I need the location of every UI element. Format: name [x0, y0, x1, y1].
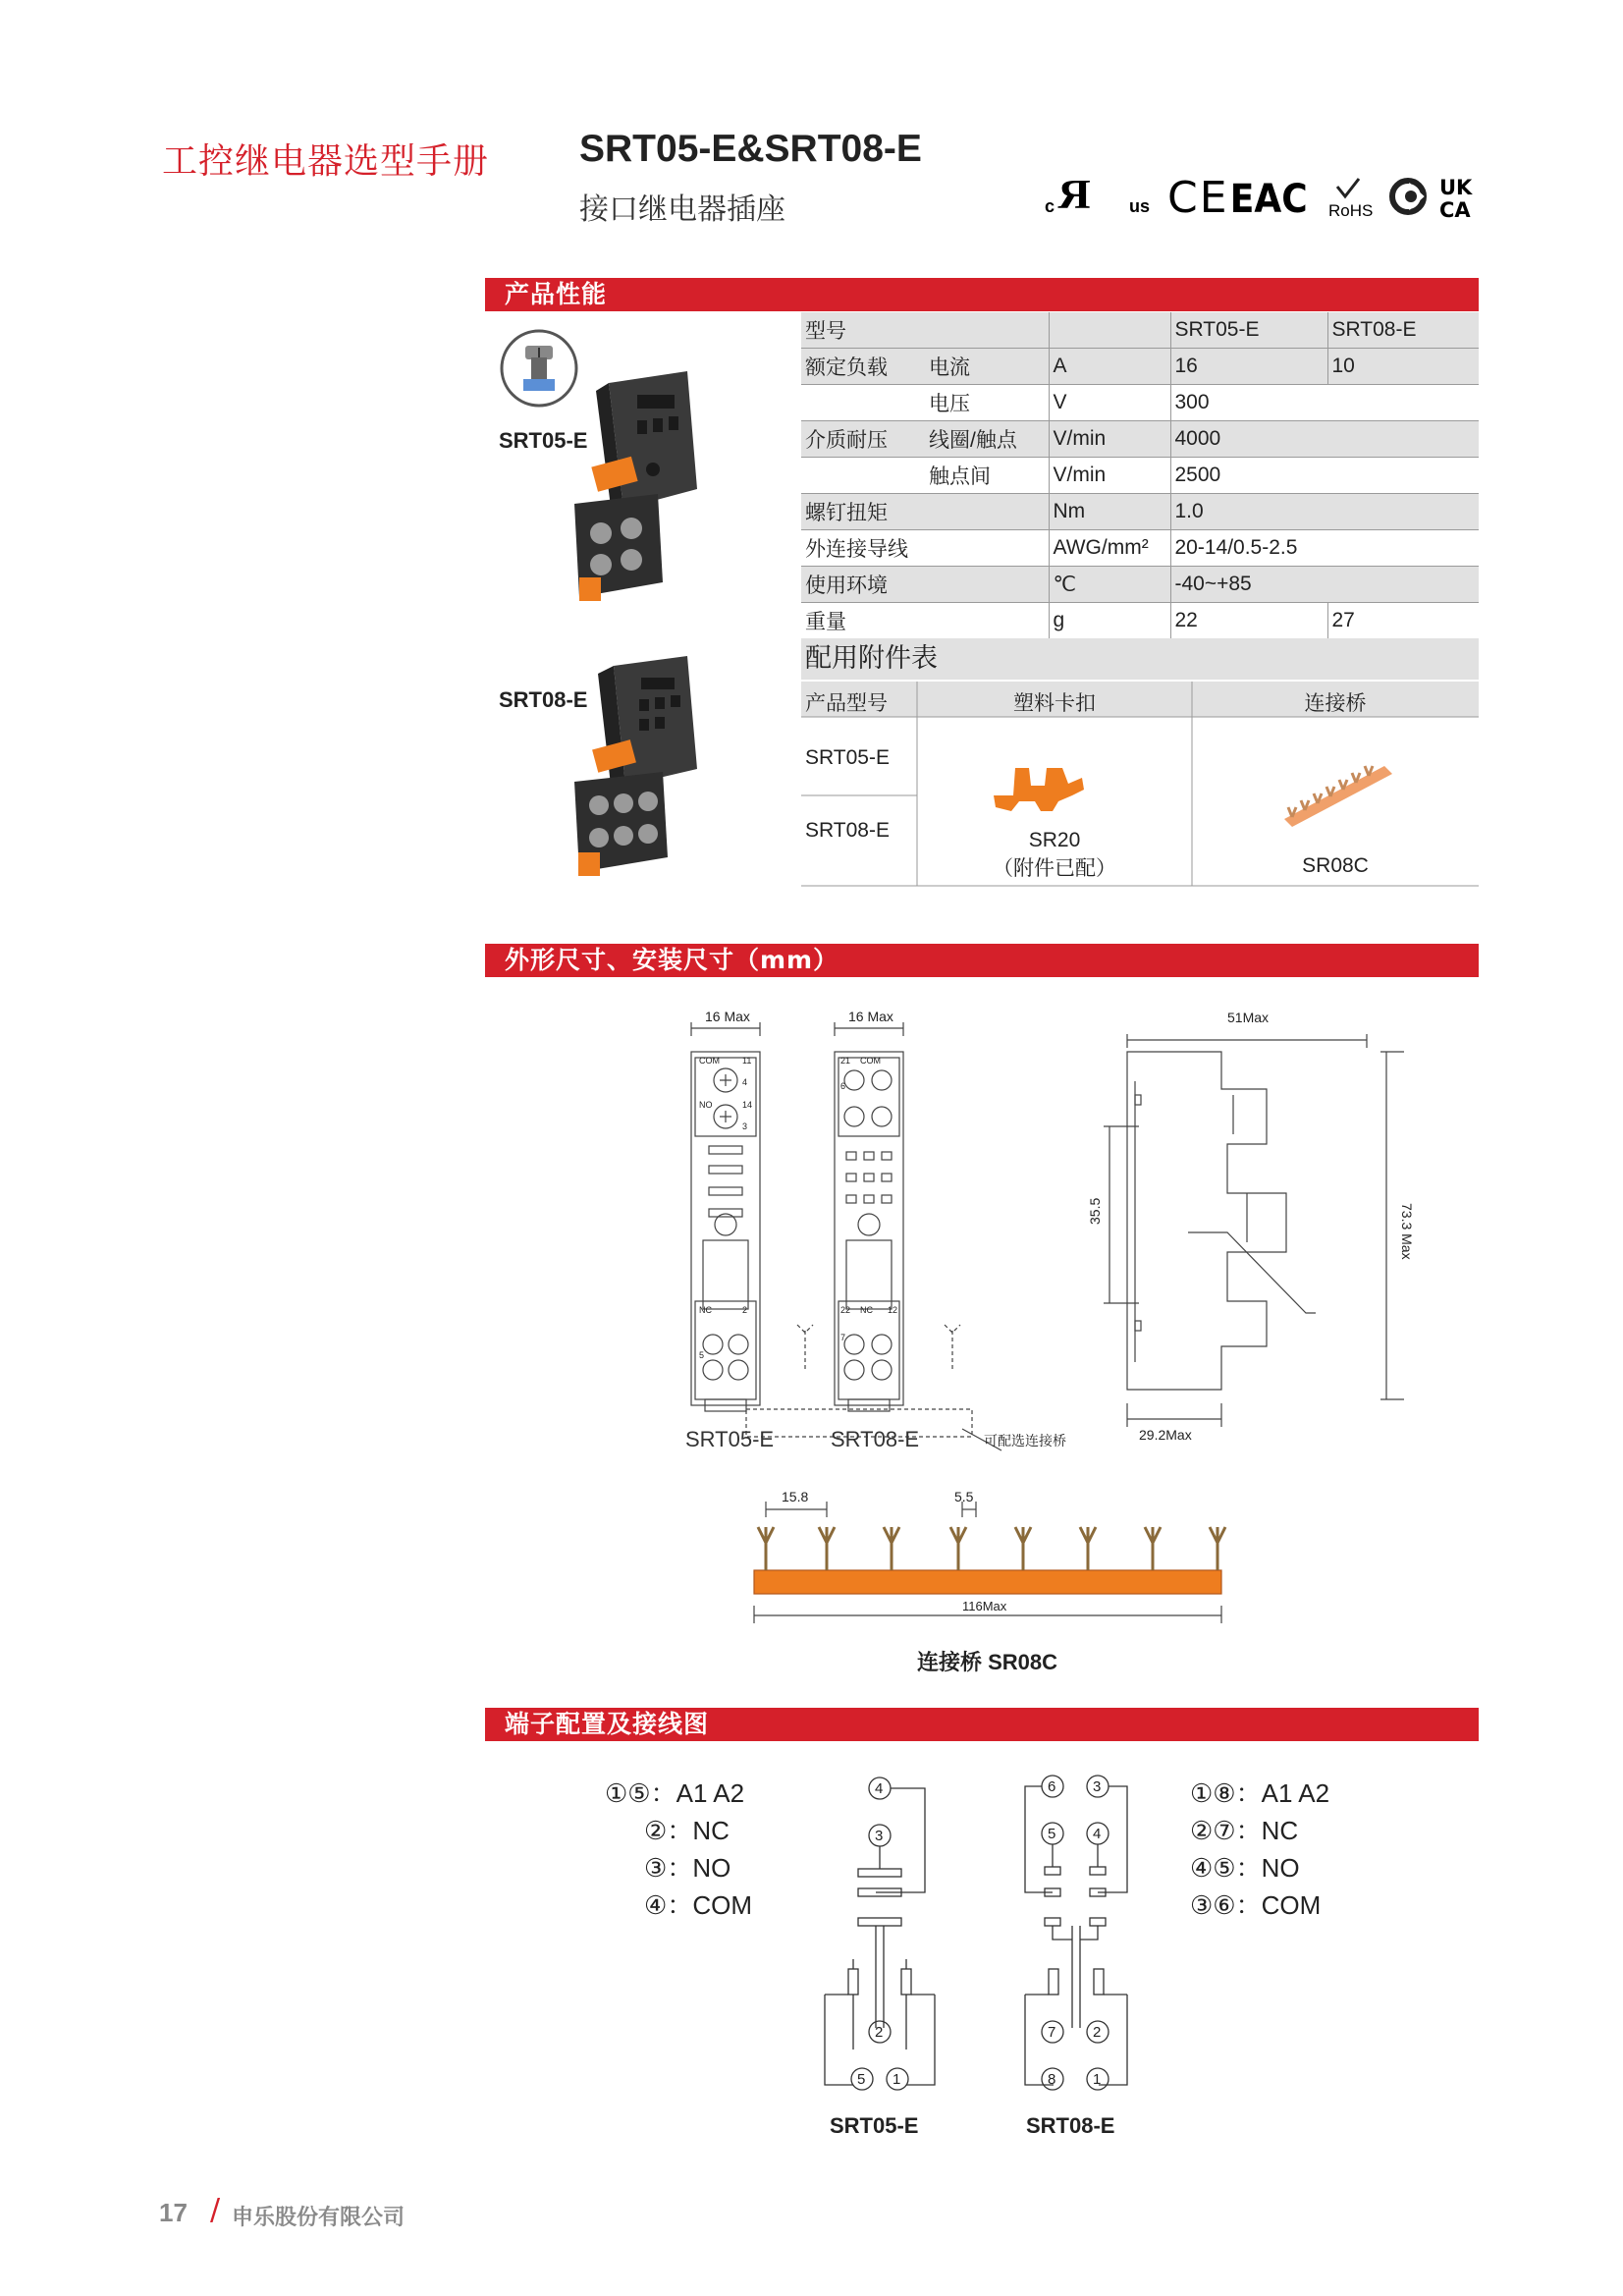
- svg-text:2: 2: [875, 2024, 884, 2041]
- svg-text:3: 3: [742, 1121, 748, 1131]
- legend-row: ②：NC: [644, 1816, 730, 1845]
- accessories-col-bridge: 连接桥: [1304, 692, 1367, 715]
- legend-row: ②⑦：NC: [1190, 1816, 1299, 1845]
- section-header-dimensions: 外形尺寸、安装尺寸（mm）: [485, 944, 1479, 977]
- wiring-legend-srt08: [1190, 1774, 1329, 1923]
- svg-text:7: 7: [840, 1333, 846, 1342]
- legend-row: ①⑤：A1 A2: [605, 1778, 745, 1808]
- svg-text:8: 8: [1048, 2071, 1056, 2088]
- spec-model-a: SRT05-E: [1170, 312, 1327, 349]
- legend-row: ③⑥：COM: [1190, 1890, 1322, 1920]
- spec-sublabel: 触点间: [925, 458, 1049, 494]
- table-row: [801, 494, 1479, 530]
- wiring-diagram-srt08: [1011, 1773, 1139, 2097]
- svg-text:16 Max: 16 Max: [848, 1009, 893, 1024]
- front-view-srt05: [691, 1009, 760, 1411]
- product-label-srt05: SRT05-E: [499, 428, 588, 453]
- svg-text:4: 4: [1093, 1826, 1102, 1842]
- front-view-srt08: [835, 1009, 903, 1411]
- svg-text:Я: Я: [1057, 173, 1091, 218]
- ccc-icon: [1392, 181, 1424, 212]
- svg-text:14: 14: [742, 1100, 753, 1110]
- spec-label: 使用环境: [801, 567, 1049, 603]
- svg-text:73.3 Max: 73.3 Max: [1399, 1203, 1415, 1260]
- svg-text:15.8: 15.8: [782, 1489, 809, 1504]
- accessories-table: [801, 682, 1479, 888]
- optional-bridge-outline: [746, 1325, 972, 1437]
- bridge-sr08c-image: [1278, 760, 1396, 833]
- clip-note: （附件已配）: [993, 857, 1116, 880]
- clip-name: SR20: [1028, 829, 1081, 851]
- svg-text:12: 12: [888, 1305, 898, 1315]
- svg-text:COM: COM: [699, 1056, 720, 1066]
- spec-value: 20-14/0.5-2.5: [1170, 530, 1479, 567]
- spec-unit: ℃: [1049, 567, 1170, 603]
- product-image-srt08: [555, 656, 702, 884]
- spec-label: 额定负载: [801, 349, 925, 385]
- wiring-diagram-srt05: [815, 1773, 943, 2097]
- svg-text:6: 6: [840, 1081, 846, 1091]
- accessories-col-model: 产品型号: [805, 692, 888, 715]
- spec-unit: Nm: [1049, 494, 1170, 530]
- accessories-col-clip: 塑料卡扣: [1013, 692, 1096, 715]
- svg-text:5: 5: [1048, 1826, 1056, 1842]
- accessories-row-srt05: SRT05-E: [805, 746, 890, 769]
- table-row: [801, 603, 1479, 639]
- legend-row: ①⑧：A1 A2: [1190, 1778, 1330, 1808]
- svg-text:21: 21: [840, 1056, 851, 1066]
- spec-sublabel: 电流: [925, 349, 1049, 385]
- svg-text:3: 3: [1093, 1778, 1102, 1795]
- accessories-title: 配用附件表: [801, 638, 1479, 680]
- spec-unit: AWG/mm²: [1049, 530, 1170, 567]
- spec-label: 型号: [801, 312, 1049, 349]
- product-title: SRT05-E&SRT08-E: [579, 128, 922, 170]
- spec-model-b: SRT08-E: [1327, 312, 1479, 349]
- section-header-performance: 产品性能: [485, 278, 1479, 311]
- svg-text:CA: CA: [1439, 198, 1471, 220]
- catalog-brand-title: 工控继电器选型手册: [162, 141, 490, 182]
- accessories-row-srt08: SRT08-E: [805, 819, 890, 842]
- spec-value: 1.0: [1170, 494, 1479, 530]
- svg-text:c: c: [1045, 196, 1055, 216]
- spec-value: 4000: [1170, 421, 1479, 458]
- dim-caption-srt05: SRT05-E: [685, 1427, 775, 1451]
- spec-unit: A: [1049, 349, 1170, 385]
- ce-icon: CE: [1167, 173, 1229, 220]
- ukca-icon: [1439, 176, 1473, 220]
- svg-text:5.5: 5.5: [954, 1489, 974, 1504]
- table-row: [801, 312, 1479, 349]
- svg-text:us: us: [1129, 196, 1151, 216]
- table-row: [801, 567, 1479, 603]
- bridge-name: SR08C: [1302, 854, 1369, 877]
- wiring-caption-srt08: SRT08-E: [1026, 2113, 1115, 2138]
- bridge-dimension-drawing: [727, 1488, 1247, 1635]
- rohs-icon: [1328, 179, 1373, 220]
- table-row: [801, 530, 1479, 567]
- section-header-wiring: 端子配置及接线图: [485, 1708, 1479, 1741]
- legend-row: ④：COM: [644, 1890, 752, 1920]
- spec-value: 2500: [1170, 458, 1479, 494]
- table-row: [801, 421, 1479, 458]
- spec-unit: g: [1049, 603, 1170, 639]
- spec-label: 外连接导线: [801, 530, 1049, 567]
- svg-text:4: 4: [742, 1077, 748, 1087]
- svg-text:6: 6: [1048, 1778, 1056, 1795]
- spec-unit: V/min: [1049, 458, 1170, 494]
- svg-text:3: 3: [875, 1828, 884, 1844]
- spec-label: 螺钉扭矩: [801, 494, 1049, 530]
- opt-bridge-label: 可配选连接桥: [984, 1433, 1066, 1449]
- svg-text:35.5: 35.5: [1087, 1197, 1103, 1225]
- eac-icon: EAC: [1229, 176, 1308, 220]
- spec-sublabel: 电压: [925, 385, 1049, 421]
- svg-text:RoHS: RoHS: [1328, 201, 1374, 220]
- spec-value: 10: [1327, 349, 1479, 385]
- side-view: [1087, 1010, 1415, 1443]
- svg-text:NC: NC: [860, 1305, 873, 1315]
- spec-unit: V: [1049, 385, 1170, 421]
- dim-caption-srt08: SRT08-E: [831, 1427, 920, 1451]
- wiring-legend-srt05: [605, 1774, 752, 1923]
- spec-sublabel: 线圈/触点: [925, 421, 1049, 458]
- svg-text:16 Max: 16 Max: [705, 1009, 750, 1024]
- dimension-drawing: [677, 1007, 1483, 1458]
- spec-label: 介质耐压: [801, 421, 925, 458]
- svg-text:22: 22: [840, 1305, 851, 1315]
- product-subtitle: 接口继电器插座: [579, 192, 785, 227]
- spec-label: 重量: [801, 603, 1049, 639]
- table-row: [801, 458, 1479, 494]
- svg-text:1: 1: [1093, 2071, 1102, 2088]
- page-number: 17: [159, 2198, 188, 2227]
- spec-value: -40~+85: [1170, 567, 1479, 603]
- legend-row: ③：NO: [644, 1853, 731, 1883]
- spec-value: 300: [1170, 385, 1479, 421]
- svg-text:NC: NC: [699, 1305, 712, 1315]
- table-row: [801, 385, 1479, 421]
- svg-text:51Max: 51Max: [1227, 1010, 1270, 1025]
- svg-text:11: 11: [742, 1056, 752, 1066]
- certification-marks: [1043, 173, 1485, 220]
- table-row: [801, 349, 1479, 385]
- product-label-srt08: SRT08-E: [499, 687, 588, 712]
- bridge-caption: 连接桥 SR08C: [917, 1650, 1058, 1674]
- spec-unit: V/min: [1049, 421, 1170, 458]
- spec-table: [801, 312, 1479, 639]
- svg-text:COM: COM: [860, 1056, 881, 1066]
- wiring-caption-srt05: SRT05-E: [830, 2113, 919, 2138]
- svg-text:5: 5: [857, 2071, 866, 2088]
- footer-slash: /: [210, 2193, 221, 2227]
- spec-value: 16: [1170, 349, 1327, 385]
- product-image-srt05: [555, 371, 702, 607]
- svg-text:116Max: 116Max: [962, 1599, 1007, 1613]
- company-name: 申乐股份有限公司: [232, 2206, 406, 2230]
- svg-text:2: 2: [1093, 2024, 1102, 2041]
- svg-text:7: 7: [1048, 2024, 1056, 2041]
- cULus-icon: [1045, 173, 1150, 218]
- svg-text:NO: NO: [699, 1100, 713, 1110]
- svg-text:2: 2: [742, 1305, 748, 1315]
- spec-value: 27: [1327, 603, 1479, 639]
- svg-text:UK: UK: [1439, 176, 1473, 199]
- clip-sr20-image: [984, 756, 1092, 815]
- legend-row: ④⑤：NO: [1190, 1853, 1300, 1883]
- svg-text:5: 5: [699, 1350, 705, 1360]
- spec-value: 22: [1170, 603, 1327, 639]
- svg-text:1: 1: [893, 2071, 901, 2088]
- svg-text:4: 4: [875, 1780, 884, 1797]
- svg-text:29.2Max: 29.2Max: [1139, 1427, 1192, 1443]
